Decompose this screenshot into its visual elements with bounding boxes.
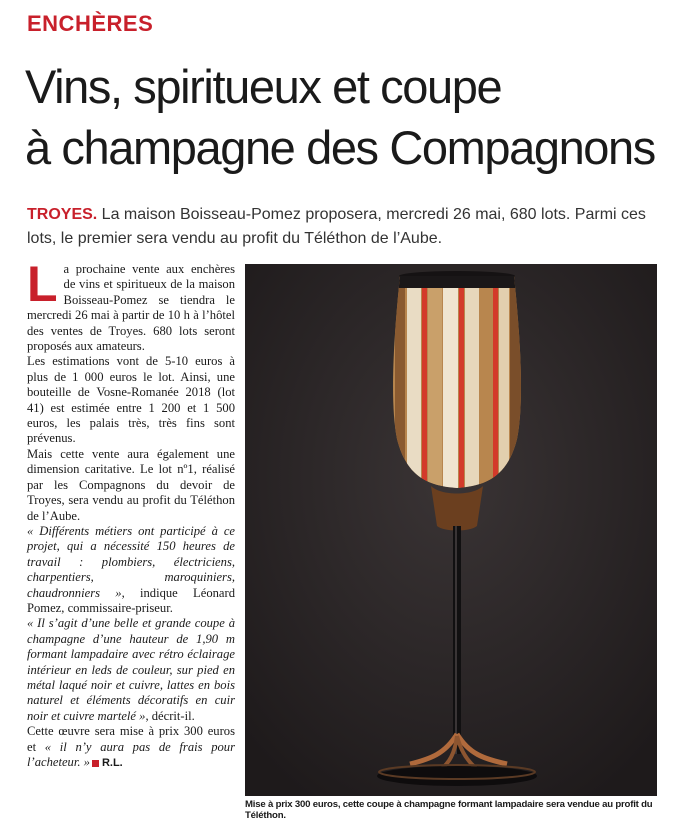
photo-caption: Mise à prix 300 euros, cette coupe à champagne formant lampadaire sera vendue au profit du Téléthon. [245, 799, 653, 821]
body-paragraph-1: La prochaine vente aux enchères de vins et spiritueux de la maison Boisseau-Pomez se tiendra le mercredi 26 mai à partir de 10 h à l’hôtel des ventes de Troyes. 680 lots seront proposés aux amateurs. [27, 256, 235, 354]
drop-cap: L [27, 256, 58, 312]
body-paragraph-5: « Il s’agit d’une belle et grande coupe à champagne d’une hauteur de 1,90 m formant lampadaire avec rétro éclairage intérieur en leds de couleur, sur pied en métal laqué noir et cuivre, lattes en bois naturel et éléments décoratifs en cuir noir et cuivre martelé », décrit-il. [27, 616, 235, 723]
section-kicker: ENCHÈRES [27, 11, 154, 36]
body-paragraph-2: Les estimations vont de 5-10 euros à plus de 1 000 euros le lot. Ainsi, une bouteille de Vosne-Romanée 2018 (lot 41) est estimée entre 1 200 et 1 500 euros, les palais très, très fins sont prévenus. [27, 354, 235, 446]
headline [25, 56, 665, 178]
body-paragraph-4: « Différents métiers ont participé à ce projet, qui a nécessité 150 heures de travail : plombiers, électriciens, charpentiers, maroquiniers, chaudronniers », indique Léonard Pomez, commissaire-priseur. [27, 523, 235, 615]
article-photo [245, 264, 657, 796]
body-paragraph-3: Mais cette vente aura également une dimension caritative. Le lot nº1, réalisé par les Compagnons du devoir de Troyes, sera vendu au profit du Téléthon de l’Aube. [27, 446, 235, 523]
lead-paragraph [27, 203, 652, 251]
headline-line-1: Vins, spiritueux et coupe [25, 60, 502, 113]
quote: « Il s’agit d’une belle et grande coupe à champagne d’une hauteur de 1,90 m formant lampadaire avec rétro éclairage intérieur en leds de couleur, sur pied en métal laqué noir et cuivre, lattes en bois naturel et éléments décoratifs en cuir noir et cuivre martelé » [27, 616, 235, 723]
quote: « Différents métiers ont participé à ce projet, qui a nécessité 150 heures de travail : plombiers, électriciens, charpentiers, maroquiniers, chaudronniers » [27, 523, 235, 600]
headline-line-2: à champagne des Compagnons [25, 121, 655, 174]
article-body [27, 256, 235, 771]
champagne-lamp-illustration [245, 264, 657, 796]
quote: « il n’y aura pas de frais pour l’acheteur. » [27, 739, 235, 769]
body-paragraph-6: Cette œuvre sera mise à prix 300 euros et « il n’y aura pas de frais pour l’acheteur. » R.L. [27, 724, 235, 769]
lead-place: TROYES. [27, 206, 98, 223]
end-square-icon [92, 760, 99, 767]
lead-text: La maison Boisseau-Pomez proposera, mercredi 26 mai, 680 lots. Parmi ces lots, le premier sera vendu au profit du Téléthon de l’Aube. [27, 206, 646, 247]
author-signature: R.L. [101, 757, 123, 769]
